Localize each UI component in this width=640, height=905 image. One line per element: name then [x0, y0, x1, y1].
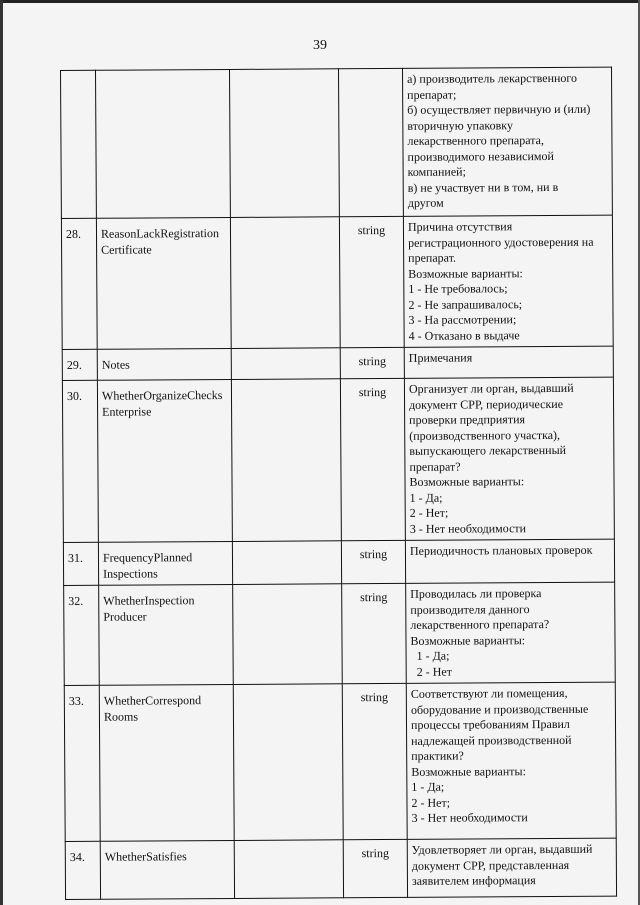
cell-type: string: [342, 683, 407, 839]
field-name-line: FrequencyPlanned: [102, 550, 193, 565]
field-name-line: Certificate: [101, 241, 152, 257]
desc-line: 2 - Не запрашивалось;: [408, 296, 523, 312]
desc-line: 1 - Да;: [416, 648, 450, 663]
desc-line: выпускающего лекарственный: [409, 442, 567, 458]
cell-description: [407, 838, 616, 897]
desc-line: лекарственного препарата,: [407, 133, 544, 148]
desc-line: 2 - Нет;: [409, 505, 449, 520]
cell-number: 32.: [64, 585, 100, 685]
cell-description: [402, 67, 612, 216]
cell-field-name: [99, 584, 234, 685]
field-name-line: Notes: [101, 357, 130, 372]
cell-empty: [231, 348, 340, 380]
cell-type: string: [340, 378, 405, 540]
desc-line: препарат?: [409, 459, 461, 474]
desc-line: вторичную упаковку: [407, 117, 513, 133]
desc-line: лекарственного препарата?: [410, 617, 550, 632]
cell-type: string: [343, 839, 407, 897]
field-name-line: ReasonLackRegistration: [100, 226, 220, 241]
desc-line: процессы требованиям Правил: [410, 716, 570, 732]
desc-line: 3 - Нет необходимости: [411, 810, 528, 825]
table-row: [65, 838, 616, 899]
desc-line: проверки предприятия: [409, 412, 526, 427]
scan-edge-top: [0, 0, 640, 3]
desc-line: регистрационного удостоверения на: [408, 234, 594, 250]
desc-line: а) производитель лекарственного: [407, 70, 578, 86]
desc-line: 3 - Нет необходимости: [409, 520, 527, 536]
cell-number: 33.: [64, 685, 100, 841]
desc-line: 2 - Нет: [416, 664, 452, 679]
table-row: [62, 377, 614, 542]
cell-type: string: [339, 216, 404, 347]
field-name-line: Enterprise: [102, 403, 152, 419]
cell-empty: [234, 840, 343, 899]
desc-line: компанией;: [407, 164, 466, 179]
page-number: 39: [313, 38, 327, 53]
cell-description: [405, 539, 614, 583]
cell-empty: [229, 69, 339, 218]
field-name-line: WhetherOrganizeChecks: [101, 388, 223, 403]
table-row: [64, 582, 616, 685]
field-name-line: Producer: [103, 608, 147, 624]
field-name-line: Rooms: [103, 709, 139, 724]
desc-line: 1 - Да;: [411, 779, 445, 794]
desc-line: 4 - Отказано в выдаче: [408, 327, 520, 343]
field-name-line: WhetherSatisfies: [104, 849, 187, 864]
desc-line: документ СРР, представленная: [411, 857, 570, 873]
desc-line: Возможные варианты:: [409, 474, 525, 489]
cell-empty: [231, 379, 341, 542]
desc-line: Соответствуют ли помещения,: [410, 685, 568, 701]
desc-line: Причина отсутствия: [407, 219, 513, 234]
cell-description: [404, 346, 613, 378]
cell-type: string: [342, 583, 407, 683]
cell-field-name: [100, 840, 234, 899]
cell-field-name: [99, 684, 234, 841]
spec-table: [60, 67, 617, 900]
desc-line: Примечания: [408, 350, 473, 365]
cell-field-name: [97, 348, 231, 380]
desc-line: Удовлетворяет ли орган, выдавший: [411, 841, 593, 857]
cell-number: 28.: [61, 218, 97, 349]
field-name-line: Inspections: [103, 565, 158, 581]
table-row: [62, 346, 613, 380]
desc-line: Проводилась ли проверка: [410, 586, 542, 601]
cell-description: [406, 682, 616, 839]
cell-empty: [233, 684, 343, 841]
cell-number: 29.: [62, 349, 97, 380]
cell-empty: [233, 584, 343, 685]
table-row: [63, 539, 614, 585]
field-name-line: WhetherCorrespond: [103, 693, 202, 708]
desc-line: Возможные варианты:: [411, 763, 526, 779]
cell-type: string: [341, 540, 405, 583]
table-row: [64, 682, 616, 841]
desc-line: Организует ли орган, выдавший: [408, 380, 574, 396]
desc-line: в) не участвует ни в том, ни в: [407, 179, 559, 195]
desc-line: Периодичность плановых проверок: [409, 542, 593, 558]
desc-line: Возможные варианты:: [408, 265, 523, 281]
desc-line: препарат;: [407, 87, 457, 102]
cell-field-name: [97, 379, 232, 542]
desc-line: заявителем информация: [411, 873, 536, 888]
desc-line: препарат.: [408, 250, 457, 265]
cell-number: 31.: [63, 542, 98, 585]
table-row-continuation: [61, 67, 613, 218]
cell-number: 34.: [65, 841, 100, 899]
cell-empty: [232, 541, 341, 585]
cell-type: string: [340, 347, 404, 378]
cell-description: [403, 215, 613, 347]
field-name-line: WhetherInspection: [103, 593, 195, 608]
cell-field-name: [96, 217, 231, 349]
desc-line: (производственного участка),: [409, 427, 561, 443]
scan-edge-left: [0, 0, 3, 905]
cell-description: [404, 377, 614, 540]
cell-field-name: [98, 541, 232, 585]
desc-line: другом: [407, 195, 444, 210]
cell-description: [406, 582, 616, 683]
desc-line: 1 - Не требовалось;: [408, 281, 508, 296]
cell-number: [61, 70, 97, 218]
desc-line: Возможные варианты:: [410, 632, 526, 648]
desc-line: практики?: [411, 748, 464, 763]
desc-line: производимого независимой: [407, 148, 554, 164]
desc-line: оборудование и производственные: [410, 701, 589, 717]
desc-line: производителя данного: [410, 601, 530, 617]
desc-line: документ СРР, периодические: [409, 396, 564, 412]
desc-line: 2 - Нет;: [411, 795, 451, 810]
desc-line: б) осуществляет первичную и (или): [407, 101, 591, 117]
desc-line: 1 - Да;: [409, 490, 443, 505]
table-row: [61, 215, 613, 349]
cell-field-name: [96, 69, 231, 218]
cell-number: 30.: [62, 380, 98, 542]
cell-type: [338, 68, 403, 216]
desc-line: 3 - На рассмотрении;: [408, 312, 517, 327]
desc-line: надлежащей производственной: [411, 732, 572, 748]
cell-empty: [230, 217, 340, 349]
